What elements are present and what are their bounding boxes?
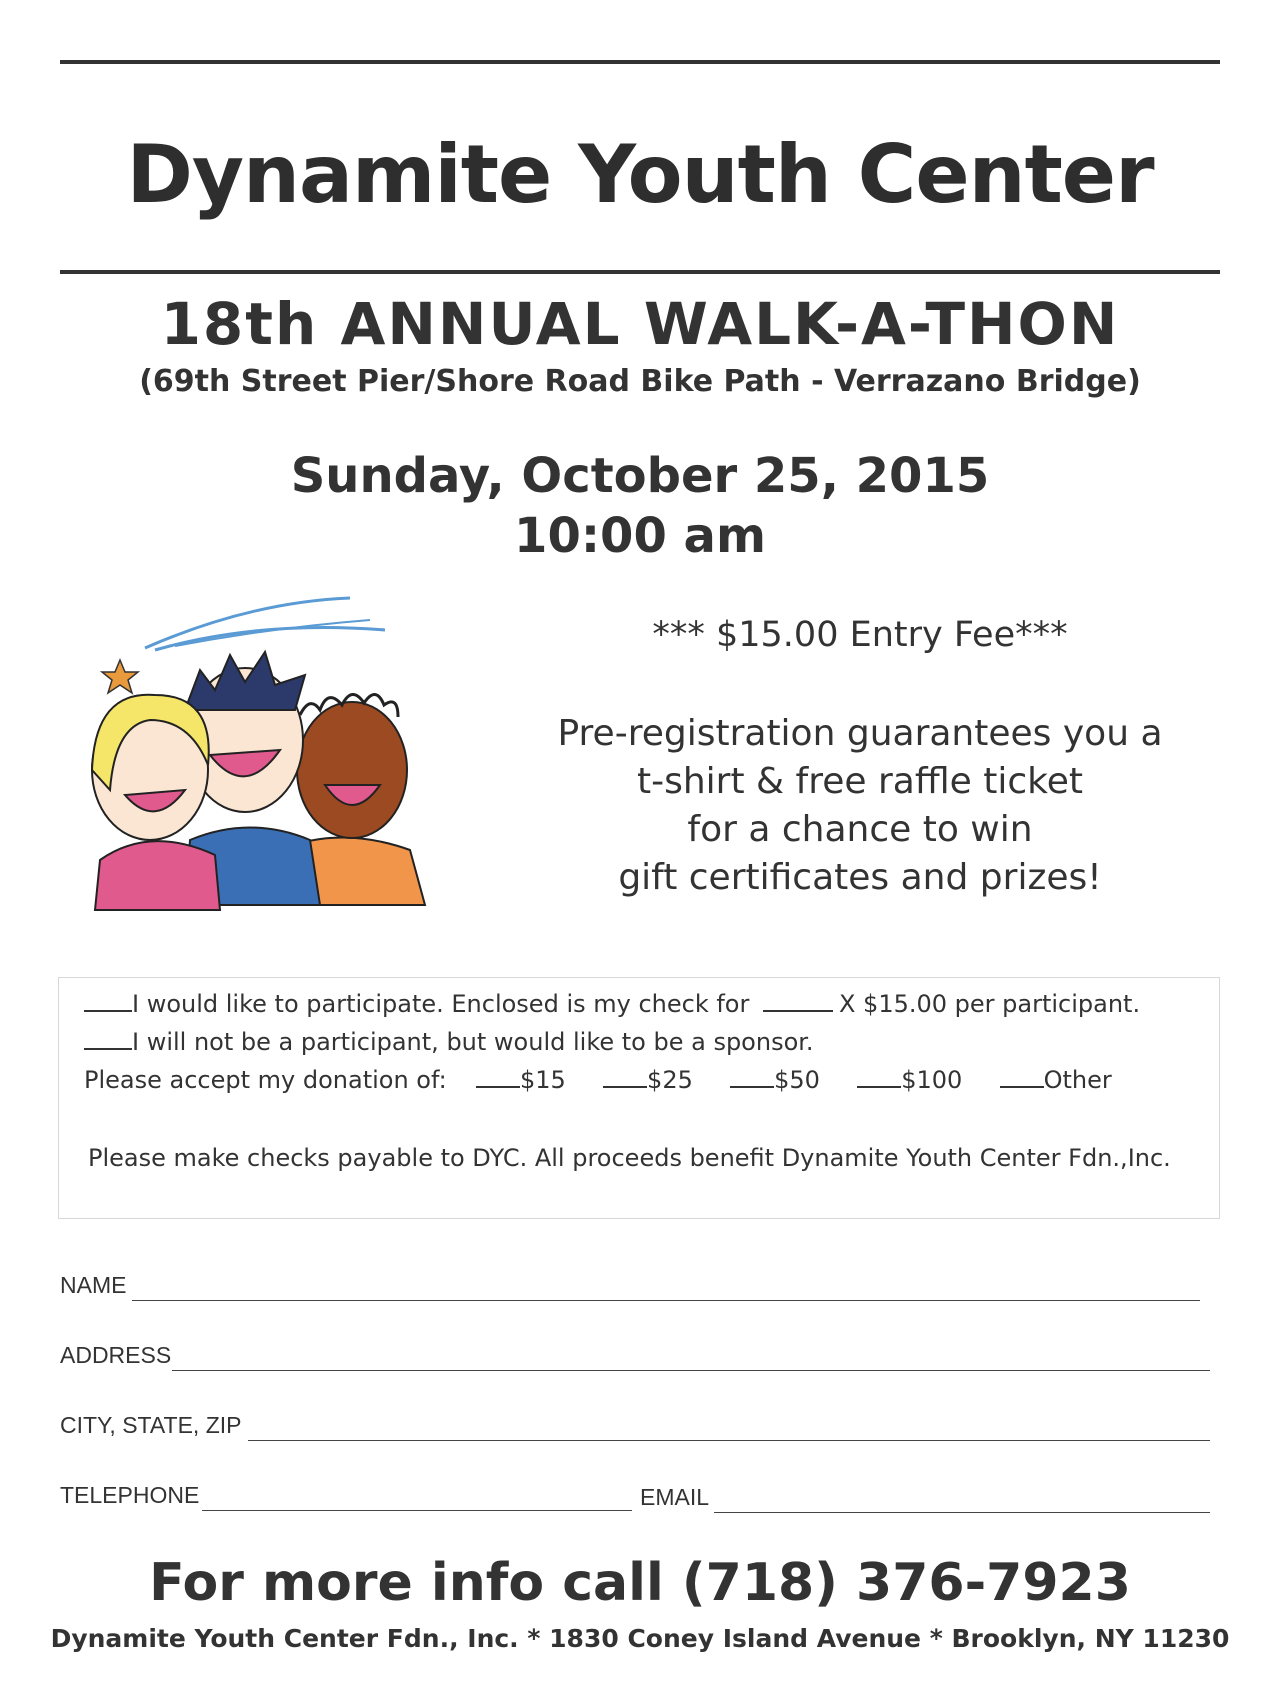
footer-address: Dynamite Youth Center Fdn., Inc. * 1830 Coney Island Avenue * Brooklyn, NY 11230	[50, 1624, 1230, 1653]
entry-fee: *** $15.00 Entry Fee***	[652, 615, 1068, 655]
email-label: EMAIL	[640, 1484, 710, 1510]
donation-50-blank[interactable]	[730, 1066, 774, 1088]
event-name: 18th ANNUAL WALK-A-THON	[160, 290, 1120, 358]
sponsor-line	[84, 1028, 814, 1056]
city-state-zip-field-line[interactable]	[248, 1440, 1210, 1441]
promo-line-4: gift certificates and prizes!	[618, 857, 1102, 898]
donation-15-blank[interactable]	[476, 1066, 520, 1088]
participate-rate: X $15.00 per participant.	[838, 990, 1141, 1018]
title-rule	[60, 270, 1220, 274]
promo-line-3: for a chance to win	[687, 809, 1033, 850]
laughing-kids-illustration	[80, 590, 440, 920]
top-rule	[60, 60, 1220, 64]
name-field-line[interactable]	[132, 1300, 1200, 1301]
email-field-line[interactable]	[714, 1512, 1210, 1513]
participant-count-blank[interactable]	[763, 990, 833, 1012]
event-date: Sunday, October 25, 2015	[290, 448, 990, 504]
city-state-zip-label: CITY, STATE, ZIP	[60, 1412, 242, 1438]
event-location: (69th Street Pier/Shore Road Bike Path - Verrazano Bridge)	[139, 364, 1141, 399]
sponsor-text: I will not be a participant, but would like to be a sponsor.	[132, 1028, 814, 1056]
donation-other-blank[interactable]	[1000, 1066, 1044, 1088]
name-label: NAME	[60, 1272, 127, 1298]
donation-option-100: $100	[901, 1066, 963, 1094]
info-phone: For more info call (718) 376-7923	[149, 1553, 1131, 1613]
donation-option-15: $15	[519, 1066, 566, 1094]
address-field-line[interactable]	[172, 1370, 1210, 1371]
donation-100-blank[interactable]	[857, 1066, 901, 1088]
participate-line	[84, 990, 1140, 1018]
donation-option-25: $25	[647, 1066, 693, 1094]
donation-line	[84, 1066, 1112, 1094]
event-time: 10:00 am	[514, 508, 766, 564]
telephone-field-line[interactable]	[202, 1510, 632, 1511]
page-title: Dynamite Youth Center	[126, 128, 1154, 221]
participate-text: I would like to participate. Enclosed is my check for	[132, 990, 750, 1018]
donation-25-blank[interactable]	[603, 1066, 647, 1088]
payable-note: Please make checks payable to DYC. All proceeds benefit Dynamite Youth Center Fdn.,Inc.	[88, 1144, 1171, 1172]
participate-checkbox-blank[interactable]	[84, 990, 132, 1012]
donation-label: Please accept my donation of:	[84, 1066, 447, 1094]
promo-line-1: Pre-registration guarantees you a	[557, 713, 1163, 754]
donation-option-50: $50	[774, 1066, 820, 1094]
address-label: ADDRESS	[60, 1342, 172, 1368]
telephone-label: TELEPHONE	[60, 1482, 200, 1508]
promo-line-2: t-shirt & free raffle ticket	[637, 761, 1083, 802]
donation-option-other: Other	[1043, 1066, 1112, 1094]
sponsor-checkbox-blank[interactable]	[84, 1028, 132, 1050]
